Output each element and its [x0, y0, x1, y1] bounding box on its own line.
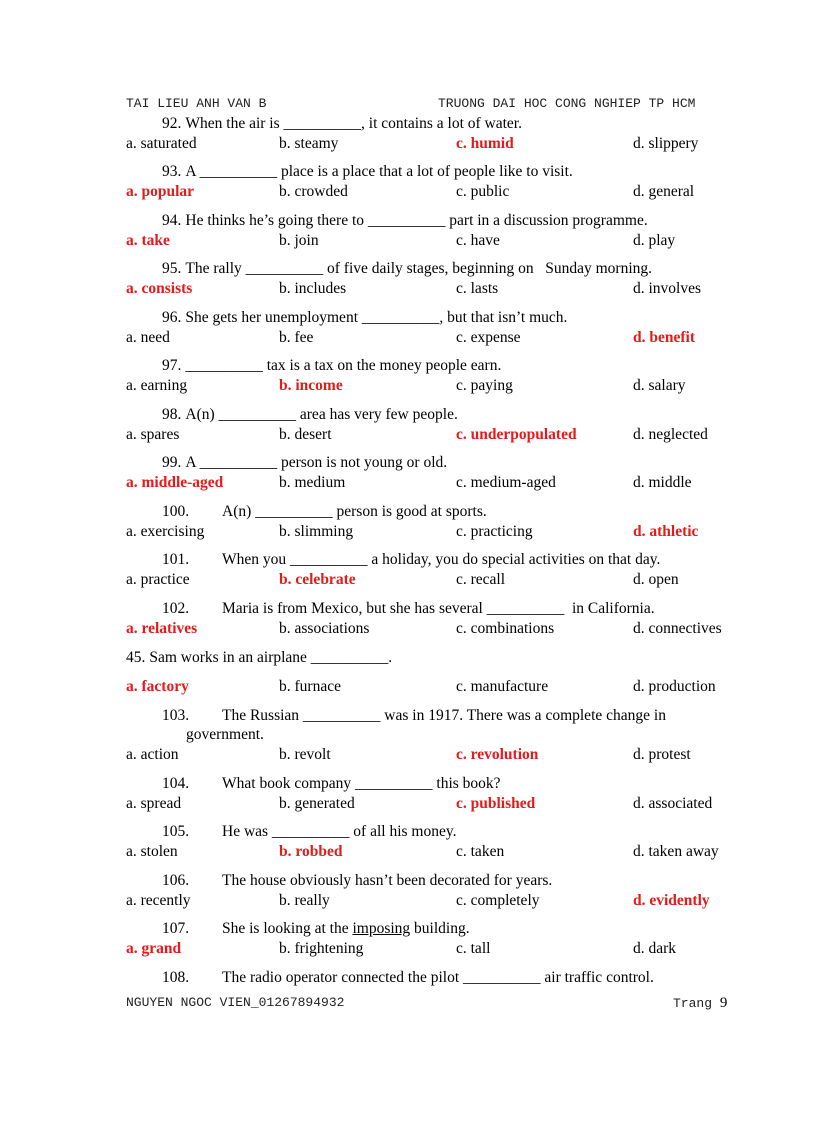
option-b: b. associations: [279, 620, 370, 637]
question-number: 104.: [162, 775, 190, 792]
option-b: b. medium: [279, 474, 346, 491]
option-a-correct: a. consists: [126, 280, 193, 297]
option-a: a. need: [126, 329, 170, 346]
question-text: A __________ place is a place that a lot of people like to visit.: [185, 163, 573, 180]
option-b: b. frightening: [279, 940, 364, 957]
option-c-correct: c. humid: [456, 135, 514, 152]
option-b: b. join: [279, 232, 319, 249]
footer-left: NGUYEN NGOC VIEN_01267894932: [126, 995, 345, 1010]
option-b: b. desert: [279, 426, 332, 443]
question-number: 99.: [162, 454, 182, 471]
question-text: What book company __________ this book?: [222, 775, 501, 792]
option-b: b. slimming: [279, 523, 354, 540]
question-stem: [162, 405, 458, 424]
question-number: 106.: [162, 872, 190, 889]
option-d: d. play: [633, 232, 676, 249]
option-c-correct: c. underpopulated: [456, 426, 577, 443]
option-b: b. steamy: [279, 135, 339, 152]
option-c: c. have: [456, 232, 500, 249]
option-b: b. crowded: [279, 183, 348, 200]
question-number: 101.: [162, 551, 190, 568]
option-a: a. spares: [126, 426, 180, 443]
question-number: 94.: [162, 212, 182, 229]
option-a-correct: a. middle-aged: [126, 474, 224, 491]
option-d: d. protest: [633, 746, 691, 763]
option-a: a. saturated: [126, 135, 197, 152]
question-stem: [162, 162, 573, 181]
option-c: c. manufacture: [456, 678, 549, 695]
option-d: d. dark: [633, 940, 677, 957]
option-b: b. generated: [279, 795, 355, 812]
option-b-correct: b. robbed: [279, 843, 343, 860]
option-a: a. stolen: [126, 843, 178, 860]
header-left: TAI LIEU ANH VAN B: [126, 96, 267, 111]
question-text: She is looking at the: [222, 920, 353, 937]
question-number: 92.: [162, 115, 182, 132]
page-number-value: 9: [719, 995, 728, 1011]
option-d: d. general: [633, 183, 695, 200]
question-text: A(n) __________ area has very few people.: [185, 406, 458, 423]
option-a: a. exercising: [126, 523, 205, 540]
option-d: d. production: [633, 678, 716, 695]
question-stem: [162, 919, 470, 938]
question-number: 108.: [162, 969, 190, 986]
question-text-end: building.: [410, 920, 470, 937]
option-d: d. open: [633, 571, 679, 588]
option-a-correct: a. take: [126, 232, 170, 249]
question-text: A(n) __________ person is good at sports.: [222, 503, 487, 520]
option-c: c. taken: [456, 843, 505, 860]
option-d-correct: d. benefit: [633, 329, 695, 346]
option-c: c. combinations: [456, 620, 555, 637]
option-c: c. lasts: [456, 280, 499, 297]
question-text: When the air is __________, it contains a lot of water.: [185, 115, 522, 132]
question-stem: [162, 706, 666, 725]
question-number: 97.: [162, 357, 182, 374]
option-a: a. practice: [126, 571, 190, 588]
question-stem: [162, 259, 652, 278]
option-b: b. includes: [279, 280, 347, 297]
option-c-correct: c. revolution: [456, 746, 539, 763]
question-stem: [162, 453, 447, 472]
option-c: c. completely: [456, 892, 540, 909]
question-stem: [162, 211, 648, 230]
page-label: Trang: [673, 996, 713, 1011]
question-number: 100.: [162, 503, 190, 520]
option-a-correct: a. grand: [126, 940, 182, 957]
page-number: [673, 995, 727, 1012]
question-number: 105.: [162, 823, 190, 840]
question-text: The Russian __________ was in 1917. There was a complete change in: [222, 707, 666, 724]
option-d: d. neglected: [633, 426, 708, 443]
question-number: 103.: [162, 707, 190, 724]
option-a-correct: a. relatives: [126, 620, 198, 637]
question-number: 98.: [162, 406, 182, 423]
option-a: a. recently: [126, 892, 191, 909]
underlined-word: imposing: [352, 920, 411, 937]
question-stem: [162, 871, 552, 890]
option-c: c. paying: [456, 377, 513, 394]
question-stem: [126, 648, 392, 667]
question-stem: [162, 356, 501, 375]
option-d-correct: d. athletic: [633, 523, 699, 540]
question-text-continued: government.: [186, 726, 264, 743]
option-c: c. practicing: [456, 523, 533, 540]
option-c: c. tall: [456, 940, 491, 957]
question-text: She gets her unemployment __________, but that isn’t much.: [185, 309, 568, 326]
option-a: a. spread: [126, 795, 182, 812]
option-d: d. salary: [633, 377, 686, 394]
question-stem: [162, 114, 522, 133]
question-text: He thinks he’s going there to __________ part in a discussion programme.: [185, 212, 648, 229]
question-number: 95.: [162, 260, 182, 277]
question-number: 102.: [162, 600, 190, 617]
question-stem: [162, 308, 567, 327]
option-d: d. associated: [633, 795, 713, 812]
question-text: The house obviously hasn’t been decorated for years.: [222, 872, 553, 889]
option-d: d. taken away: [633, 843, 719, 860]
question-text: He was __________ of all his money.: [222, 823, 457, 840]
question-text: __________ tax is a tax on the money people earn.: [185, 357, 502, 374]
option-a-correct: a. factory: [126, 678, 189, 695]
question-text: Sam works in an airplane __________.: [149, 649, 393, 666]
option-c: c. recall: [456, 571, 506, 588]
option-b: b. revolt: [279, 746, 331, 763]
option-d-correct: d. evidently: [633, 892, 710, 909]
option-d: d. middle: [633, 474, 692, 491]
option-c: c. expense: [456, 329, 521, 346]
question-stem: [162, 502, 487, 521]
option-d: d. involves: [633, 280, 702, 297]
option-c: c. medium-aged: [456, 474, 556, 491]
option-b: b. furnace: [279, 678, 341, 695]
question-stem: [162, 968, 654, 987]
question-stem: [162, 599, 655, 618]
question-stem: [162, 774, 501, 793]
option-b: b. really: [279, 892, 330, 909]
option-b: b. fee: [279, 329, 314, 346]
option-c: c. public: [456, 183, 510, 200]
question-stem: [162, 550, 660, 569]
option-b-correct: b. income: [279, 377, 343, 394]
question-text: The rally __________ of five daily stages, beginning on Sunday morning.: [185, 260, 653, 277]
question-number: 45.: [126, 649, 146, 666]
option-a-correct: a. popular: [126, 183, 195, 200]
question-stem: [162, 822, 456, 841]
option-d: d. connectives: [633, 620, 722, 637]
option-c-correct: c. published: [456, 795, 536, 812]
question-text: Maria is from Mexico, but she has several __________ in California.: [222, 600, 655, 617]
option-b-correct: b. celebrate: [279, 571, 356, 588]
question-number: 96.: [162, 309, 182, 326]
option-a: a. action: [126, 746, 179, 763]
question-text: A __________ person is not young or old.: [185, 454, 448, 471]
header-right: TRUONG DAI HOC CONG NGHIEP TP HCM: [438, 96, 696, 111]
question-number: 93.: [162, 163, 182, 180]
option-a: a. earning: [126, 377, 188, 394]
question-text: The radio operator connected the pilot __________ air traffic control.: [222, 969, 654, 986]
option-d: d. slippery: [633, 135, 699, 152]
question-text: When you __________ a holiday, you do special activities on that day.: [222, 551, 661, 568]
question-number: 107.: [162, 920, 190, 937]
